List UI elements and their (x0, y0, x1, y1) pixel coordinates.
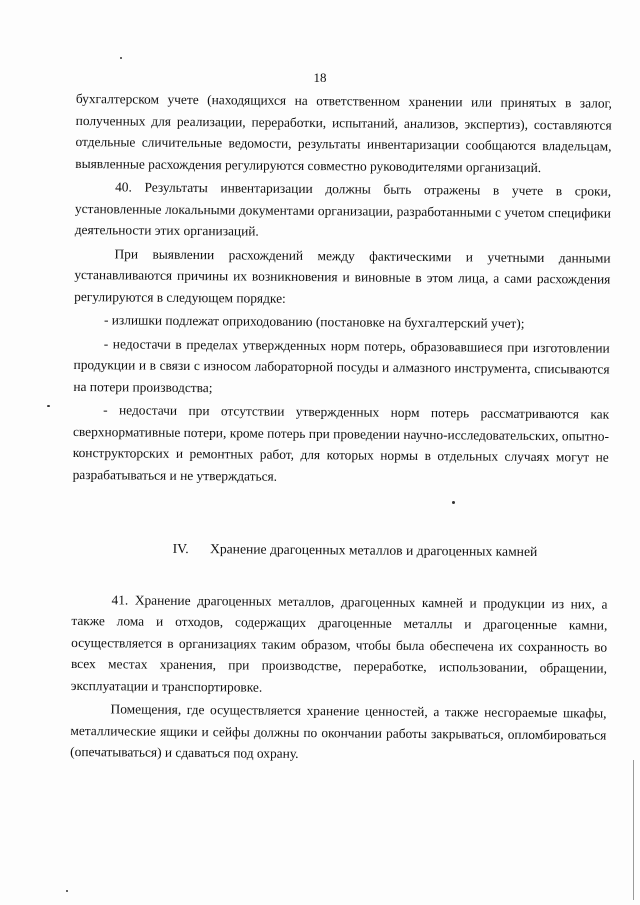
section-heading (72, 537, 608, 563)
paragraph-continuation: бухгалтерском учете (находящихся на ответственном хранении или принятых в залог, полученных для реализации, переработки, испытаний, анализов, экспертиз), составляются отдельные сличительные ведомости, результаты инвентаризации сообщаются владельцам, выявленные расхождения регулируются совместно руководителями организаций. (75, 90, 612, 175)
scan-edge-line (633, 760, 634, 900)
list-item-shortage-within-norms: - недостачи в пределах утвержденных норм потерь, образовавшиеся при изготовлении продукции и в связи с износом лабораторной посуды и алмазного инструмента, списываются на потери производства; (73, 335, 610, 395)
paragraph-item-41: 41. Хранение драгоценных металлов, драгоценных камней и продукции из них, а также лома и отходов, содержащих драгоценные металлы и драгоценные камни, осуществляется в организациях таким образом, чтобы была обеспечена их сохранность во всех местах хранения, при производстве, переработке, использовании, обращении, эксплуатации и транспортировке. (70, 591, 608, 695)
section-number: IV. (172, 540, 189, 557)
list-item-shortage-no-norms: - недостачи при отсутствии утвержденных норм потерь рассматриваются как сверхнормативные потери, кроме потерь при проведении научно-исследовательских, опытно-конструкторских и ремонтных работ, для которых нормы в отдельных случаях могут не разрабатываться и не утверждаться. (72, 402, 610, 484)
section-title: Хранение драгоценных металлов и драгоценных камней (209, 541, 538, 560)
page-number: 18 (313, 70, 327, 85)
scan-speck (47, 405, 50, 407)
scan-speck (120, 57, 122, 59)
paragraph-item-40: 40. Результаты инвентаризации должны быть отражены в учете в сроки, установленные локальными документами организации, разработанными с учетом специфики деятельности этих организаций. (74, 179, 612, 239)
paragraph-discrepancies: При выявлении расхождений между фактическими и учетными данными устанавливаются причины их возникновения и виновные в этом лица, а сами расхождения регулируются в следующем порядке: (74, 245, 611, 306)
list-item-surplus: - излишки подлежат оприходованию (постановке на бухгалтерский учет); (103, 312, 525, 331)
scan-speck (66, 890, 68, 892)
document-body (70, 88, 612, 769)
paragraph-premises: Помещения, где осуществляется хранение ценностей, а также несгораемые шкафы, металлические ящики и сейфы должны по окончании работы закрываться, опломбироваться (опечатываться) и сдаваться под охрану. (70, 701, 607, 761)
